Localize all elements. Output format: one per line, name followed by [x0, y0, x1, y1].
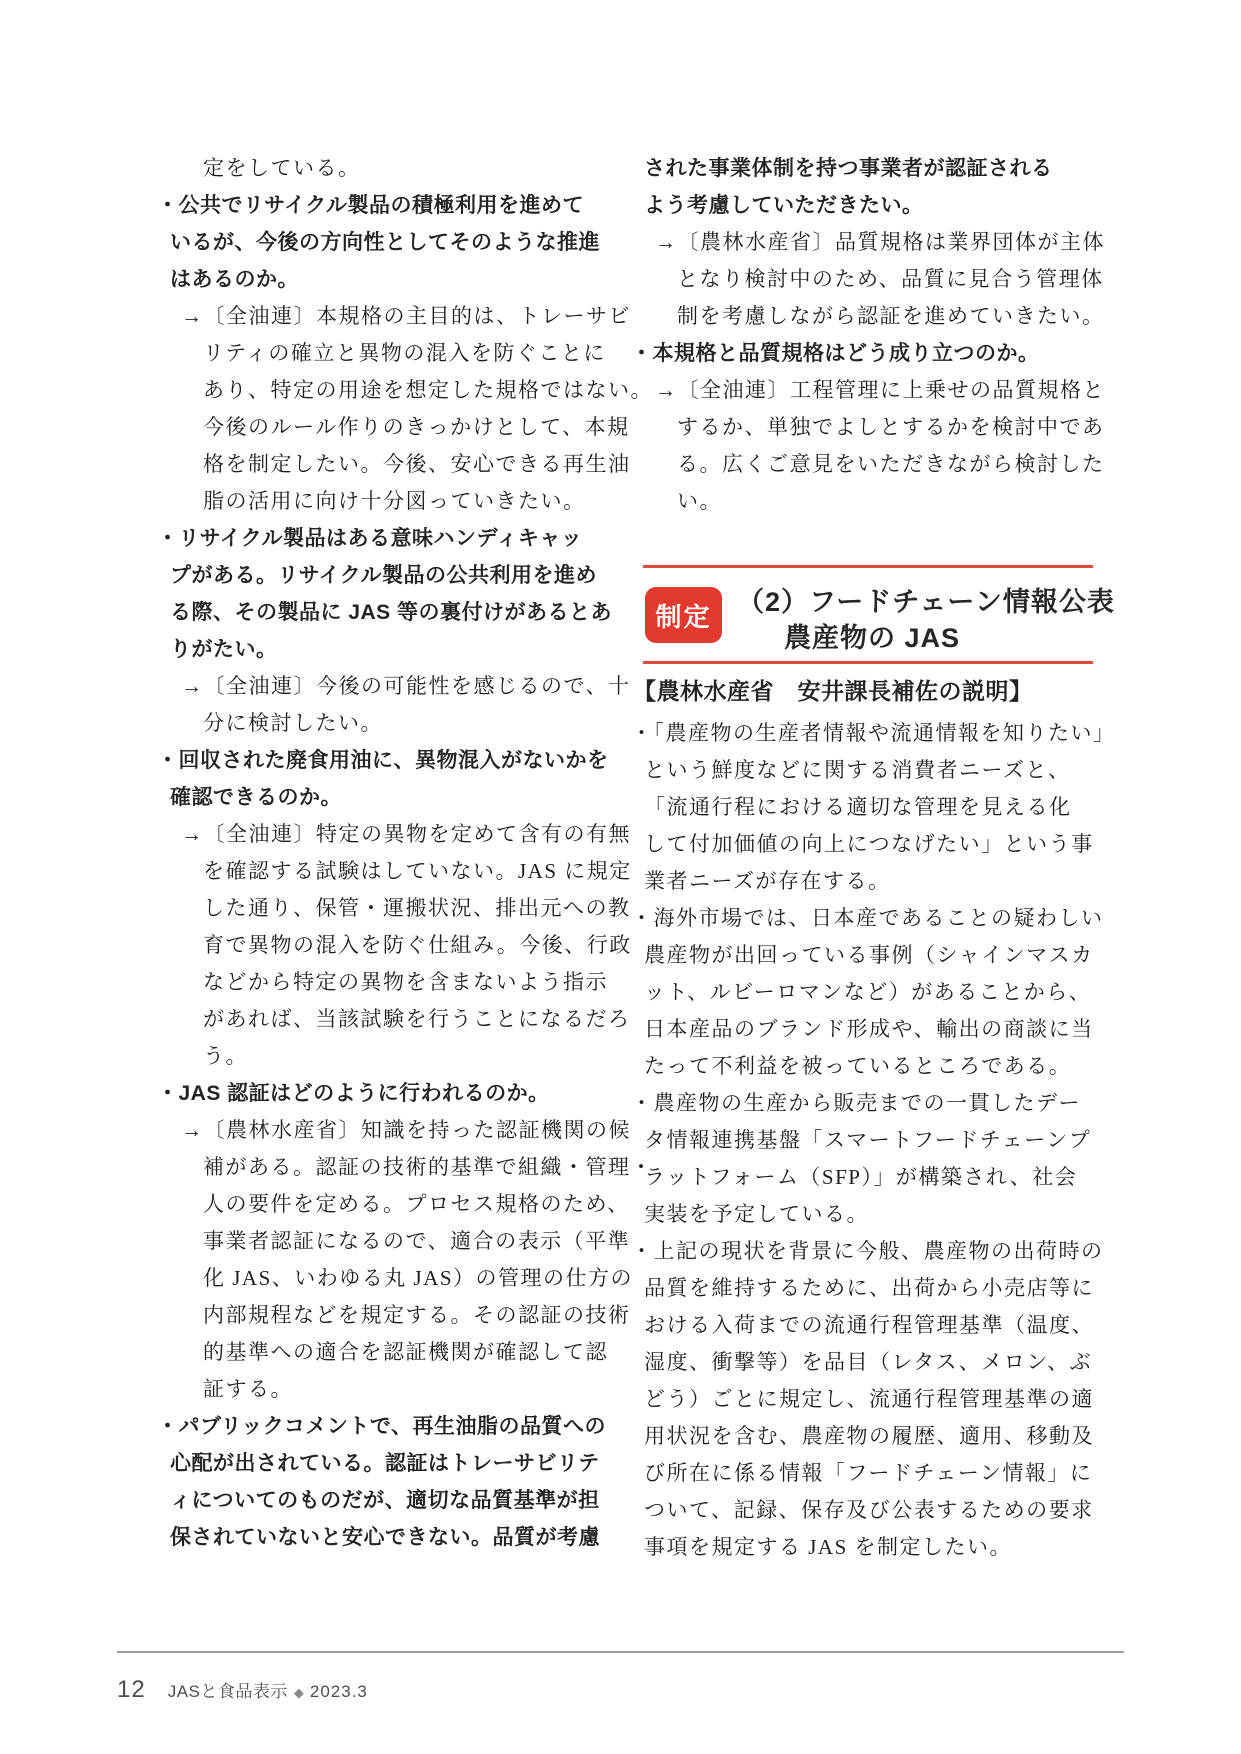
- text-line: 品質を維持するために、出荷から小売店等に: [644, 1276, 1094, 1300]
- text-line: ・上記の現状を背景に今般、農産物の出荷時の: [631, 1239, 1104, 1263]
- text-line: 日本産品のブランド形成や、輸出の商談に当: [644, 1017, 1094, 1041]
- text-line: 確認できるのか。: [170, 786, 342, 809]
- section-divider-bottom: [643, 661, 1093, 664]
- right-column-qa-block: [631, 150, 1105, 520]
- enactment-badge: [645, 587, 722, 643]
- text-line: 定をしている。: [203, 156, 361, 180]
- section-heading-line1: （2）フードチェーン情報公表: [737, 587, 1115, 617]
- issue-date: 2023.3: [309, 1682, 368, 1701]
- text-line: ラットフォーム（SFP）」が構築され、社会: [644, 1165, 1078, 1189]
- text-line: おける入荷までの流通行程管理基準（温度、: [644, 1313, 1094, 1337]
- text-line: 湿度、衝撃等）を品目（レタス、メロン、ぶ: [644, 1350, 1093, 1374]
- text-line: 脂の活用に向け十分図っていきたい。: [203, 489, 586, 513]
- text-line: 育で異物の混入を防ぐ仕組み。今後、行政: [203, 933, 632, 957]
- text-line: するか、単独でよしとするかを検討中であ: [677, 415, 1105, 439]
- text-line: 格を制定したい。今後、安心できる再生油: [203, 452, 631, 476]
- text-line: 化 JAS、いわゆる丸 JAS）の管理の仕方の: [203, 1266, 634, 1290]
- text-line: タ情報連携基盤「スマートフードチェーンプ: [644, 1128, 1092, 1152]
- text-line: ・JAS 認証はどのように行われるのか。: [157, 1082, 550, 1105]
- text-line: ・公共でリサイクル製品の積極利用を進めて: [157, 194, 585, 217]
- section-divider-top: [643, 565, 1093, 568]
- text-line: 業者ニーズが存在する。: [644, 869, 891, 893]
- text-line: →〔農林水産省〕品質規格は業界団体が主体: [655, 230, 1105, 254]
- text-line: 事項を規定する JAS を制定したい。: [644, 1535, 1013, 1559]
- text-line: どう）ごとに規定し、流通行程管理基準の適: [644, 1387, 1094, 1411]
- text-line: →〔農林水産省〕知識を持った認証機関の候: [181, 1118, 631, 1142]
- text-line: 内部規程などを規定する。その認証の技術: [203, 1303, 631, 1327]
- text-line: 「流通行程における適切な管理を見える化: [644, 795, 1072, 819]
- text-line: あり、特定の用途を想定した規格ではない。: [203, 378, 653, 402]
- text-line: る。広くご意見をいただきながら検討した: [677, 452, 1105, 476]
- text-line: 用状況を含む、農産物の履歴、適用、移動及: [644, 1424, 1094, 1448]
- left-column: [157, 150, 653, 1556]
- text-line: を確認する試験はしていない。JAS に規定: [203, 859, 632, 883]
- text-line: 農産物が出回っている事例（シャインマスカ: [644, 943, 1094, 967]
- journal-title: JASと食品表示: [167, 1682, 288, 1701]
- text-line: ・「農産物の生産者情報や流通情報を知りたい」: [631, 721, 1116, 745]
- text-line: →〔全油連〕特定の異物を定めて含有の有無: [181, 822, 631, 846]
- text-line: →〔全油連〕工程管理に上乗せの品質規格と: [655, 378, 1105, 402]
- text-line: 今後のルール作りのきっかけとして、本規: [203, 415, 630, 439]
- text-line: となり検討中のため、品質に見合う管理体: [677, 267, 1104, 291]
- text-line: した通り、保管・運搬状況、排出元への教: [203, 896, 631, 920]
- text-line: ・海外市場では、日本産であることの疑わしい: [631, 906, 1104, 930]
- text-line: よう考慮していただきたい。: [644, 194, 924, 217]
- text-line: ・回収された廃食用油に、異物混入がないかを: [157, 749, 609, 772]
- text-line: →〔全油連〕本規格の主目的は、トレーサビ: [181, 304, 631, 328]
- text-line: はあるのか。: [170, 268, 299, 291]
- speaker-heading: 【農林水産省 安井課長補佐の説明】: [633, 678, 1033, 704]
- text-line: 分に検討したい。: [203, 711, 383, 735]
- text-line: 実装を予定している。: [644, 1202, 869, 1226]
- text-line: 的基準への適合を認証機関が確認して認: [203, 1340, 608, 1364]
- enactment-badge-label: 制定: [655, 601, 712, 632]
- text-line: があれば、当該試験を行うことになるだろ: [203, 1007, 631, 1031]
- text-line: りがたい。: [170, 638, 278, 661]
- text-line: ・農産物の生産から販売までの一貫したデー: [631, 1091, 1081, 1115]
- text-line: 心配が出されている。認証はトレーサビリテ: [170, 1452, 600, 1475]
- text-line: して付加価値の向上につなげたい」という事: [644, 832, 1094, 856]
- text-line: い。: [677, 489, 722, 513]
- text-line: ついて、記録、保存及び公表するための要求: [644, 1498, 1094, 1522]
- text-line: いるが、今後の方向性としてそのような推進: [170, 231, 600, 254]
- text-line: たって不利益を被っているところである。: [644, 1054, 1072, 1078]
- text-line: 事業者認証になるので、適合の表示（平準: [203, 1229, 631, 1253]
- text-line: →〔全油連〕今後の可能性を感じるので、十: [181, 674, 631, 698]
- text-line: う。: [203, 1044, 248, 1068]
- footer-rule: [117, 1651, 1124, 1653]
- text-line: ・リサイクル製品はある意味ハンディキャッ: [157, 527, 583, 550]
- text-line: 人の要件を定める。プロセス規格のため、: [203, 1192, 630, 1216]
- text-line: という鮮度などに関する消費者ニーズと、: [644, 758, 1071, 782]
- right-column-body-block: [631, 715, 1116, 1566]
- page-number: 12: [117, 1676, 146, 1703]
- text-line: などから特定の異物を含まないよう指示: [203, 970, 608, 994]
- text-line: プがある。リサイクル製品の公共利用を進め: [170, 564, 598, 587]
- text-line: 補がある。認証の技術的基準で組織・管理・: [203, 1155, 653, 1179]
- text-line: ・本規格と品質規格はどう成り立つのか。: [631, 342, 1040, 365]
- section-heading-line2: 農産物の JAS: [784, 623, 961, 653]
- text-line: 証する。: [203, 1377, 293, 1401]
- footer: [117, 1676, 368, 1704]
- text-line: ット、ルビーロマンなど）があることから、: [644, 980, 1092, 1004]
- text-line: ィについてのものだが、適切な品質基準が担: [170, 1489, 600, 1512]
- section-heading: [737, 584, 1157, 656]
- text-line: 制を考慮しながら認証を進めていきたい。: [677, 304, 1105, 328]
- text-line: る際、その製品に JAS 等の裏付けがあるとあ: [170, 601, 613, 624]
- text-line: 保されていないと安心できない。品質が考慮: [170, 1526, 600, 1549]
- text-line: リティの確立と異物の混入を防ぐことに: [203, 341, 606, 365]
- diamond-icon: ◆: [293, 1685, 304, 1700]
- text-line: ・パブリックコメントで、再生油脂の品質への: [157, 1415, 606, 1438]
- text-line: び所在に係る情報「フードチェーン情報」に: [644, 1461, 1093, 1485]
- text-line: された事業体制を持つ事業者が認証される: [644, 157, 1053, 180]
